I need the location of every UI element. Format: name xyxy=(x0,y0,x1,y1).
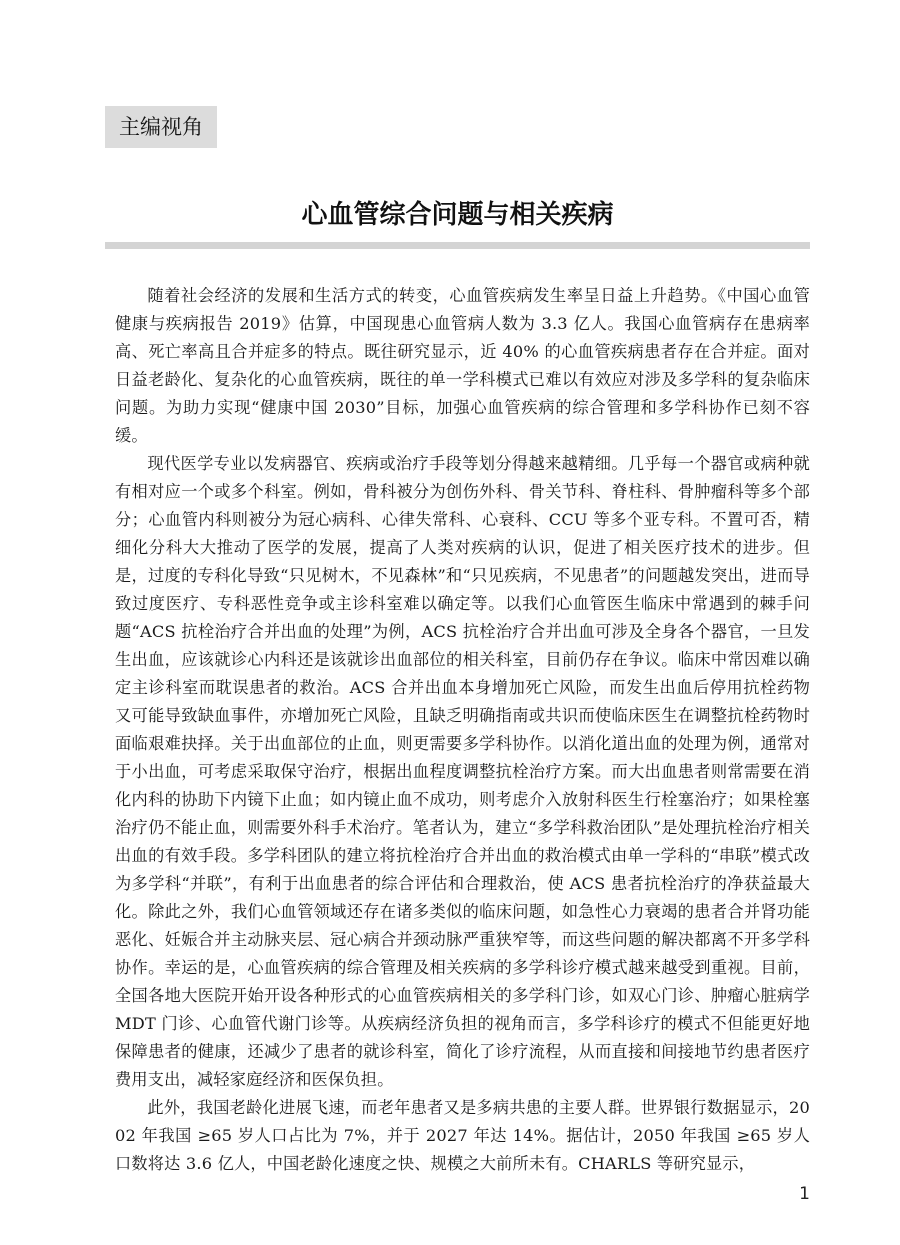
paragraph-2: 现代医学专业以发病器官、疾病或治疗手段等划分得越来越精细。几乎每一个器官或病种就有相对应一个或多个科室。例如，骨科被分为创伤外科、骨关节科、脊柱科、骨肿瘤科等多个部分；心血管内科则被分为冠心病科、心律失常科、心衰科、CCU 等多个亚专科。不置可否，精细化分科大大推动了医学的发展，提高了人类对疾病的认识，促进了相关医疗技术的进步。但是，过度的专科化导致“只见树木，不见森林”和“只见疾病，不见患者”的问题越发突出，进而导致过度医疗、专科恶性竞争或主诊科室难以确定等。以我们心血管医生临床中常遇到的棘手问题“ACS 抗栓治疗合并出血的处理”为例，ACS 抗栓治疗合并出血可涉及全身各个器官，一旦发生出血，应该就诊心内科还是该就诊出血部位的相关科室，目前仍存在争议。临床中常因难以确定主诊科室而耽误患者的救治。ACS 合并出血本身增加死亡风险，而发生出血后停用抗栓药物又可能导致缺血事件，亦增加死亡风险，且缺乏明确指南或共识而使临床医生在调整抗栓药物时面临艰难抉择。关于出血部位的止血，则更需要多学科协作。以消化道出血的处理为例，通常对于小出血，可考虑采取保守治疗，根据出血程度调整抗栓治疗方案。而大出血患者则常需要在消化内科的协助下内镜下止血；如内镜止血不成功，则考虑介入放射科医生行栓塞治疗；如果栓塞治疗仍不能止血，则需要外科手术治疗。笔者认为，建立“多学科救治团队”是处理抗栓治疗相关出血的有效手段。多学科团队的建立将抗栓治疗合并出血的救治模式由单一学科的“串联”模式改为多学科“并联”，有利于出血患者的综合评估和合理救治，使 ACS 患者抗栓治疗的净获益最大化。除此之外，我们心血管领域还存在诸多类似的临床问题，如急性心力衰竭的患者合并肾功能恶化、妊娠合并主动脉夹层、冠心病合并颈动脉严重狭窄等，而这些问题的解决都离不开多学科协作。幸运的是，心血管疾病的综合管理及相关疾病的多学科诊疗模式越来越受到重视。目前，全国各地大医院开始开设各种形式的心血管疾病相关的多学科门诊，如双心门诊、肿瘤心脏病学 MDT 门诊、心血管代谢门诊等。从疾病经济负担的视角而言，多学科诊疗的模式不但能更好地保障患者的健康，还减少了患者的就诊科室，简化了诊疗流程，从而直接和间接地节约患者医疗费用支出，减轻家庭经济和医保负担。 xyxy=(115,454,810,1089)
title-underline xyxy=(105,242,810,249)
article-title: 心血管综合问题与相关疾病 xyxy=(301,200,614,230)
paragraph-1: 随着社会经济的发展和生活方式的转变，心血管疾病发生率呈日益上升趋势。《中国心血管健康与疾病报告 2019》估算，中国现患心血管病人数为 3.3 亿人。我国心血管病存在患病率高、死亡率高且合并症多的特点。既往研究显示，近 40% 的心血管疾病患者存在合并症。面对日益老龄化、复杂化的心血管疾病，既往的单一学科模式已难以有效应对涉及多学科的复杂临床问题。为助力实现“健康中国 2030”目标，加强心血管疾病的综合管理和多学科协作已刻不容缓。 xyxy=(115,286,810,445)
section-tag: 主编视角 xyxy=(105,106,217,148)
paragraph-3: 此外，我国老龄化进展飞速，而老年患者又是多病共患的主要人群。世界银行数据显示，2002 年我国 ≥65 岁人口占比为 7%，并于 2027 年达 14%。据估计，2050 年我国 ≥65 岁人口数将达 3.6 亿人，中国老龄化速度之快、规模之大前所未有。CHARLS 等研究显示， xyxy=(115,1098,810,1173)
page-number: 1 xyxy=(799,1184,810,1204)
article-body xyxy=(115,282,810,1178)
